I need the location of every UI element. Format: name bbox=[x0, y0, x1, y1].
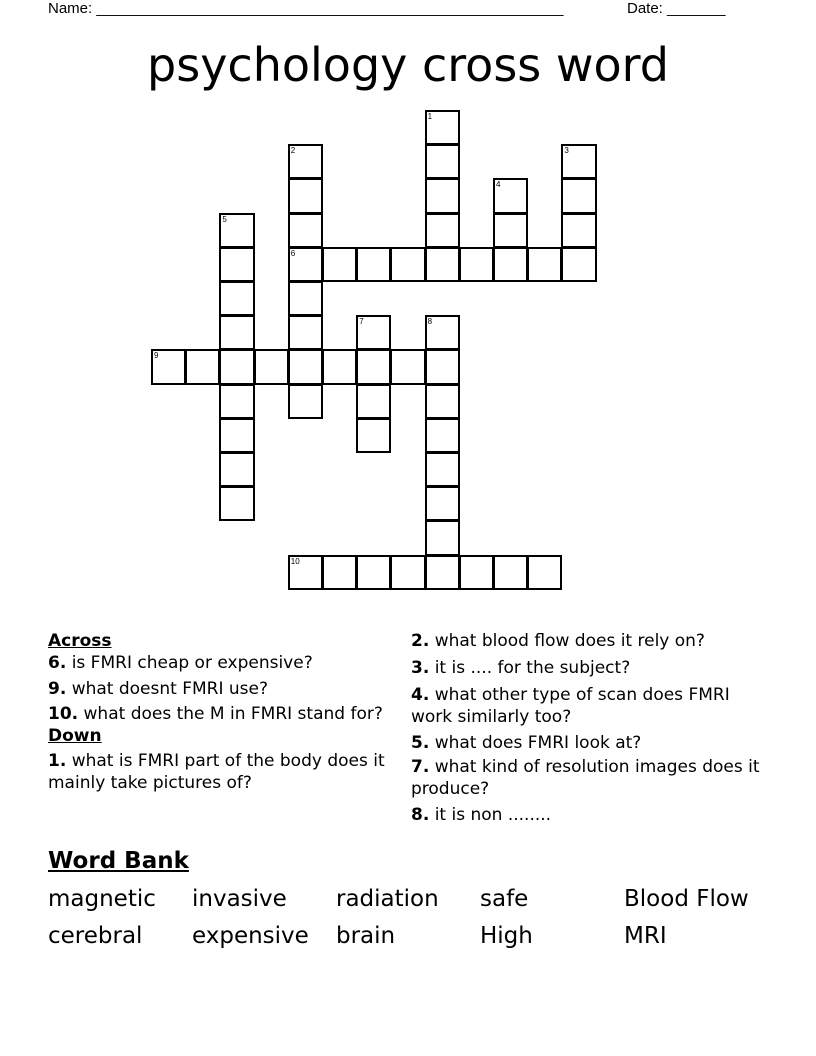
cell-clue-number: 1 bbox=[427, 112, 433, 121]
word-bank-item: cerebral bbox=[48, 923, 143, 949]
word-bank-item: Blood Flow bbox=[624, 886, 749, 912]
cell-clue-number: 9 bbox=[154, 351, 159, 361]
clue-down-7 bbox=[411, 756, 771, 800]
crossword-cell[interactable] bbox=[561, 213, 596, 248]
clue-text: what is FMRI part of the body does it mainly take pictures of? bbox=[48, 751, 385, 793]
crossword-cell[interactable] bbox=[288, 213, 323, 248]
crossword-cell[interactable] bbox=[425, 418, 460, 453]
crossword-cell[interactable] bbox=[425, 144, 460, 179]
crossword-cell[interactable] bbox=[219, 349, 254, 384]
crossword-cell[interactable] bbox=[459, 247, 494, 282]
crossword-cell[interactable] bbox=[356, 247, 391, 282]
clue-text: what other type of scan does FMRI work similarly too? bbox=[411, 685, 730, 727]
crossword-cell[interactable] bbox=[288, 384, 323, 419]
crossword-cell[interactable] bbox=[322, 247, 357, 282]
crossword-cell[interactable] bbox=[425, 452, 460, 487]
crossword-cell[interactable] bbox=[493, 213, 528, 248]
crossword-cell[interactable] bbox=[425, 349, 460, 384]
crossword-cell[interactable] bbox=[151, 349, 186, 384]
crossword-cell[interactable] bbox=[356, 315, 391, 350]
crossword-cell[interactable] bbox=[219, 452, 254, 487]
word-bank-title: Word Bank bbox=[48, 848, 189, 874]
clue-across-6 bbox=[48, 652, 388, 674]
crossword-cell[interactable] bbox=[390, 247, 425, 282]
crossword-cell[interactable] bbox=[219, 213, 254, 248]
crossword-cell[interactable] bbox=[493, 555, 528, 590]
clue-down-8 bbox=[411, 804, 771, 826]
crossword-cell[interactable] bbox=[459, 555, 494, 590]
crossword-cell[interactable] bbox=[425, 247, 460, 282]
clue-number: 10. bbox=[48, 704, 79, 724]
clue-number: 6. bbox=[48, 653, 67, 673]
crossword-cell[interactable] bbox=[356, 418, 391, 453]
clue-text: it is .... for the subject? bbox=[429, 658, 631, 678]
down-heading: Down bbox=[48, 726, 102, 746]
name-field[interactable]: Name: ________________________________________________________ bbox=[48, 0, 564, 17]
crossword-cell[interactable] bbox=[219, 247, 254, 282]
word-bank-item: safe bbox=[480, 886, 529, 912]
clue-number: 3. bbox=[411, 658, 430, 678]
crossword-cell[interactable] bbox=[219, 281, 254, 316]
crossword-cell[interactable] bbox=[219, 315, 254, 350]
crossword-cell[interactable] bbox=[288, 281, 323, 316]
clue-down-4 bbox=[411, 684, 771, 728]
crossword-cell[interactable] bbox=[425, 178, 460, 213]
clue-text: what does the M in FMRI stand for? bbox=[78, 704, 383, 724]
crossword-cell[interactable] bbox=[425, 110, 460, 145]
crossword-cell[interactable] bbox=[219, 418, 254, 453]
crossword-cell[interactable] bbox=[219, 486, 254, 521]
date-field[interactable]: Date: _______ bbox=[627, 0, 726, 17]
cell-clue-number: 7 bbox=[359, 317, 364, 327]
clue-text: what does FMRI look at? bbox=[429, 733, 642, 753]
crossword-cell[interactable] bbox=[561, 144, 596, 179]
clue-text: is FMRI cheap or expensive? bbox=[66, 653, 313, 673]
cell-clue-number: 6 bbox=[290, 248, 296, 258]
crossword-cell[interactable] bbox=[288, 247, 323, 282]
crossword-cell[interactable] bbox=[561, 178, 596, 213]
clues-right-column bbox=[411, 630, 771, 826]
cell-clue-number: 4 bbox=[496, 180, 501, 190]
clue-across-10 bbox=[48, 703, 388, 725]
word-bank-item: magnetic bbox=[48, 886, 156, 912]
crossword-cell[interactable] bbox=[390, 349, 425, 384]
crossword-cell[interactable] bbox=[356, 384, 391, 419]
crossword-cell[interactable] bbox=[425, 384, 460, 419]
crossword-cell[interactable] bbox=[425, 213, 460, 248]
crossword-cell[interactable] bbox=[527, 247, 562, 282]
crossword-cell[interactable] bbox=[425, 520, 460, 555]
cell-clue-number: 8 bbox=[427, 317, 433, 327]
crossword-cell[interactable] bbox=[425, 315, 460, 350]
crossword-cell[interactable] bbox=[288, 144, 323, 179]
word-bank-item: High bbox=[480, 923, 533, 949]
crossword-cell[interactable] bbox=[254, 349, 289, 384]
page-title: psychology cross word bbox=[147, 38, 669, 92]
clue-text: what kind of resolution images does it produce? bbox=[411, 757, 760, 799]
cell-clue-number: 2 bbox=[290, 146, 296, 156]
clue-number: 2. bbox=[411, 631, 430, 651]
word-bank-item: brain bbox=[336, 923, 396, 949]
clue-down-3 bbox=[411, 657, 771, 679]
clue-number: 7. bbox=[411, 757, 430, 777]
clue-text: it is non ........ bbox=[429, 805, 552, 825]
word-bank-item: radiation bbox=[336, 886, 439, 912]
clues-left-column bbox=[48, 630, 388, 794]
word-bank-item: invasive bbox=[192, 886, 287, 912]
crossword-cell[interactable] bbox=[356, 555, 391, 590]
crossword-cell[interactable] bbox=[288, 315, 323, 350]
crossword-cell[interactable] bbox=[185, 349, 220, 384]
clue-down-2 bbox=[411, 630, 771, 652]
crossword-cell[interactable] bbox=[493, 178, 528, 213]
crossword-cell[interactable] bbox=[322, 349, 357, 384]
crossword-cell[interactable] bbox=[527, 555, 562, 590]
clue-number: 1. bbox=[48, 751, 67, 771]
clue-down-5 bbox=[411, 732, 771, 754]
crossword-cell[interactable] bbox=[288, 555, 323, 590]
clue-number: 5. bbox=[411, 733, 430, 753]
clue-number: 4. bbox=[411, 685, 430, 705]
clue-across-9 bbox=[48, 678, 388, 700]
crossword-cell[interactable] bbox=[493, 247, 528, 282]
crossword-cell[interactable] bbox=[390, 555, 425, 590]
clue-number: 9. bbox=[48, 679, 67, 699]
crossword-cell[interactable] bbox=[322, 555, 357, 590]
cell-clue-number: 5 bbox=[222, 214, 227, 224]
crossword-cell[interactable] bbox=[356, 349, 391, 384]
word-bank-item: expensive bbox=[192, 923, 309, 949]
clue-down-1 bbox=[48, 750, 388, 794]
crossword-cell[interactable] bbox=[425, 486, 460, 521]
clue-number: 8. bbox=[411, 805, 430, 825]
crossword-cell[interactable] bbox=[561, 247, 596, 282]
cell-clue-number: 10 bbox=[290, 556, 300, 566]
clue-text: what doesnt FMRI use? bbox=[66, 679, 269, 699]
across-heading: Across bbox=[48, 631, 112, 651]
clue-text: what blood flow does it rely on? bbox=[429, 631, 705, 651]
crossword-cell[interactable] bbox=[288, 349, 323, 384]
crossword-cell[interactable] bbox=[219, 384, 254, 419]
crossword-cell[interactable] bbox=[425, 555, 460, 590]
cell-clue-number: 3 bbox=[564, 146, 569, 156]
crossword-cell[interactable] bbox=[288, 178, 323, 213]
word-bank-item: MRI bbox=[624, 923, 667, 949]
